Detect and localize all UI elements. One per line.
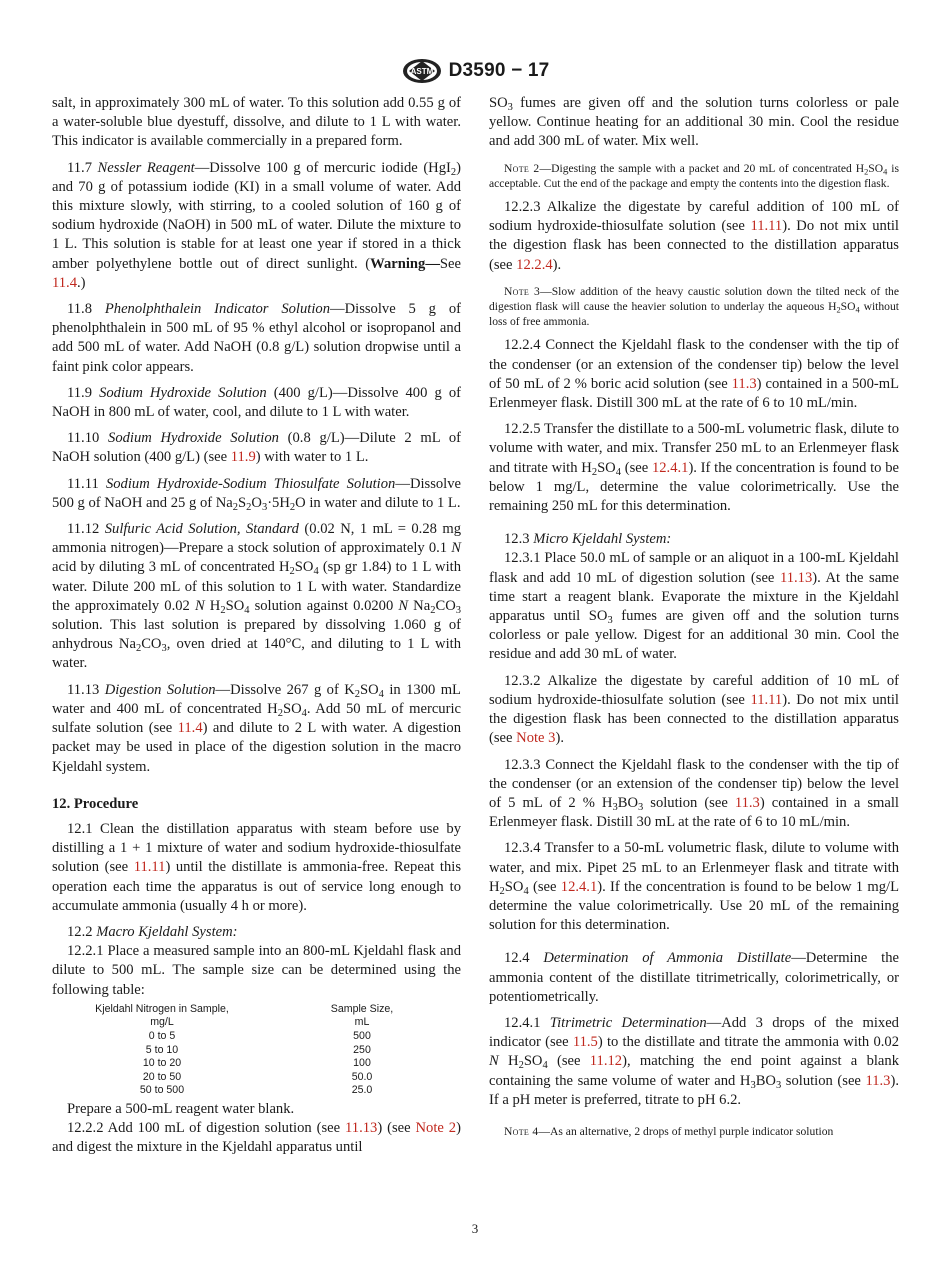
paragraph: 12.2.4 Connect the Kjeldahl flask to the condenser with the tip of the condenser (or an extension of the condenser tip) below the level of 50 mL of 2 % boric acid solution (see 11.3) contained in a 500-mL Erlenmeyer flask. Distill 300 mL at the rate of 6 to 10 mL/min. bbox=[489, 337, 899, 412]
table-row bbox=[52, 1084, 461, 1098]
cross-reference-link[interactable]: 11.13 bbox=[345, 1120, 378, 1137]
note: Note 4—As an alternative, 2 drops of methyl purple indicator solution bbox=[504, 1124, 834, 1138]
paragraph: 12.3.2 Alkalize the digestate by careful addition of 10 mL of sodium hydroxide-thiosulfate solution (see 11.11). Do not mix until the digestion flask has been connected to the distillation apparatus (see Note 3). bbox=[489, 672, 899, 747]
paragraph: 11.10 Sodium Hydroxide Solution (0.8 g/L)—Dilute 2 mL of NaOH solution (400 g/L) (see 11.9) with water to 1 L. bbox=[52, 430, 461, 466]
table-cell: 100 bbox=[353, 1057, 371, 1070]
paragraph: 12.3.3 Connect the Kjeldahl flask to the condenser with the tip of the condenser (or an extension of the condenser tip) below the level of 5 mL of 2 % $H_3BO_3$ solution (see 11.3) contained in a small Erlenmeyer flask. Distill 30 mL at the rate of 6 to 10 mL/min. bbox=[489, 756, 899, 831]
page-header bbox=[0, 58, 950, 84]
note-label: Note 4 bbox=[504, 1124, 539, 1138]
paragraph: $SO_3$ fumes are given off and the solution turns colorless or pale yellow. Continue heating for an additional 30 min. Cool the residue and add 300 mL of water. Mix well. bbox=[489, 95, 899, 150]
table-cell: 50.0 bbox=[351, 1070, 373, 1083]
astm-logo-icon bbox=[401, 58, 443, 84]
paragraph: 12.2 Macro Kjeldahl System: bbox=[67, 923, 238, 940]
paragraph: 12.3.1 Place 50.0 mL of sample or an aliquot in a 100-mL Kjeldahl flask and add 10 mL of digestion solution (see 11.13). At the same time start a reagent blank. Evaporate the mixture in the Kjeldahl apparatus until $SO_3$ fumes are given off and the solution turns colorless or pale yellow. Digest for an additional 30 min. Cool the residue and add 30 mL of water. bbox=[489, 550, 900, 663]
table-cell: 10 to 20 bbox=[142, 1057, 182, 1070]
document-id: D3590 − 17 bbox=[448, 60, 550, 81]
cross-reference-link[interactable]: Note 2 bbox=[415, 1120, 457, 1137]
page-number: 3 bbox=[471, 1221, 479, 1236]
table-cell: mg/L bbox=[150, 1016, 174, 1029]
paragraph: 12.2.1 Place a measured sample into an 800-mL Kjeldahl flask and dilute to 500 mL. The sample size can be determined using the following table: bbox=[52, 943, 461, 998]
table-row bbox=[52, 1057, 461, 1071]
note: Note 2—Digesting the sample with a packet and 20 mL of concentrated $H_2SO_4$ is acceptable. Cut the end of the package and empty the contents into the digestion flask. bbox=[489, 161, 900, 190]
cross-reference-link[interactable]: 11.5 bbox=[572, 1034, 598, 1051]
table-header-row bbox=[52, 1016, 461, 1030]
paragraph: 11.7 Nessler Reagent—Dissolve 100 g of mercuric iodide (HgI$_2$) and 70 g of potassium iodide (KI) in a small volume of water. Add this mixture slowly, with stirring, to a cooled solution of 160 g of sodium hydroxide (NaOH) in 500 mL of water. Dilute the mixture to 1 L. This solution is stable for at least one year if stored in a thick amber polyethylene bottle out of direct sunlight. (Warning—See 11.4.) bbox=[52, 159, 462, 291]
note-label: Note 3 bbox=[504, 284, 541, 298]
note: Note 3—Slow addition of the heavy caustic solution down the tilted neck of the digestion flask will cause the heavier solution to underlay the aqueous $H_2SO_4$ without loss of free ammonia. bbox=[489, 284, 899, 329]
cross-reference-link[interactable]: 11.4 bbox=[177, 720, 203, 737]
note-label: Note 2 bbox=[504, 161, 540, 175]
cross-reference-link[interactable]: 11.13 bbox=[779, 569, 813, 586]
cross-reference-link[interactable]: 11.3 bbox=[731, 375, 757, 392]
table-row bbox=[52, 1030, 461, 1044]
table-cell: 25.0 bbox=[351, 1084, 373, 1097]
paragraph: 12.4 Determination of Ammonia Distillate—Determine the ammonia content of the distillate titrimetrically, colorimetrically, or potentiometrically. bbox=[489, 950, 899, 1005]
cross-reference-link[interactable]: 12.4.1 bbox=[560, 878, 598, 895]
cross-reference-link[interactable]: 11.11 bbox=[750, 691, 783, 708]
table-header-row bbox=[52, 1003, 461, 1017]
paragraph: 12.2.2 Add 100 mL of digestion solution (see 11.13) (see Note 2) and digest the mixture in the Kjeldahl apparatus until bbox=[52, 1120, 461, 1156]
paragraph: Prepare a 500-mL reagent water blank. bbox=[67, 1100, 295, 1117]
cross-reference-link[interactable]: 12.2.4 bbox=[516, 256, 553, 273]
right-column bbox=[489, 94, 899, 1146]
paragraph: salt, in approximately 300 mL of water. To this solution add 0.55 g of a water-soluble blue dyestuff, dissolve, and dilute to 1 L with water. This indicator is available commercially in a prepared form. bbox=[52, 95, 461, 150]
paragraph: 12.4.1 Titrimetric Determination—Add 3 drops of the mixed indicator (see 11.5) to the distillate and titrate the ammonia with 0.02 N $H_2SO_4$ (see 11.12), matching the end point against a blank containing the same volume of water and $H_3BO_3$ solution (see 11.3). If a pH meter is preferred, titrate to pH 6.2. bbox=[489, 1014, 899, 1108]
svg-text:ASTM: ASTM bbox=[410, 67, 433, 76]
cross-reference-link[interactable]: 11.3 bbox=[865, 1072, 891, 1089]
sample-size-table bbox=[52, 1003, 461, 1098]
table-cell: 0 to 5 bbox=[148, 1029, 176, 1042]
paragraph: 11.13 Digestion Solution—Dissolve 267 g of $K_2SO_4$ in 1300 mL water and 400 mL of concentrated $H_2SO_4$. Add 50 mL of mercuric sulfate solution (see 11.4) and dilute to 2 L with water. A digestion packet may be used in place of the digestion solution in the macro Kjeldahl system. bbox=[52, 681, 462, 775]
cross-reference-link[interactable]: Note 3 bbox=[516, 730, 556, 747]
paragraph: 12.3.4 Transfer to a 50-mL volumetric flask, dilute to volume with water, and mix. Pipet 25 mL to an Erlenmeyer flask and titrate with $H_2SO_4$ (see 12.4.1). If the concentration is found to be below 1 mg/L determine the value colorimetrically. Use 20 mL of the remaining solution for this determination. bbox=[489, 840, 899, 934]
paragraph: 12.2.5 Transfer the distillate to a 500-mL volumetric flask, dilute to volume with water, and mix. Transfer 250 mL to an Erlenmeyer flask and titrate with $H_2SO_4$ (see 12.4.1). If the concentration is found to be below 1 mg/L, determine the value colorimetrically. Use the remaining 250 mL for this determination. bbox=[489, 421, 899, 515]
cross-reference-link[interactable]: 11.3 bbox=[734, 794, 760, 811]
table-cell: 5 to 10 bbox=[145, 1043, 179, 1056]
left-column bbox=[52, 94, 461, 1158]
cross-reference-link[interactable]: 11.11 bbox=[133, 859, 166, 876]
table-cell: 500 bbox=[353, 1029, 371, 1042]
table-cell: mL bbox=[354, 1016, 370, 1029]
table-cell: 250 bbox=[353, 1043, 371, 1056]
table-cell: Sample Size, bbox=[330, 1002, 394, 1015]
cross-reference-link[interactable]: 12.4.1 bbox=[651, 459, 689, 476]
paragraph: 12.1 Clean the distillation apparatus with steam before use by distilling a 1 + 1 mixture of water and sodium hydroxide-thiosulfate solution (see 11.11) until the distillate is ammonia-free. Repeat this operation each time the apparatus is out of service long enough to accumulate ammonia (usually 4 h or more). bbox=[52, 820, 462, 914]
table-cell: 20 to 50 bbox=[142, 1070, 182, 1083]
table-row bbox=[52, 1044, 461, 1058]
paragraph: 11.12 Sulfuric Acid Solution, Standard (0.02 N, 1 mL = 0.28 mg ammonia nitrogen)—Prepare a stock solution of approximately 0.1 N acid by diluting 3 mL of concentrated $H_2SO_4$ (sp gr 1.84) to 1 L with water. Dilute 200 mL of this solution to 1 L with water. Standardize the approximately 0.02 N $H_2SO_4$ solution against 0.0200 N $Na_2CO_3$ solution. This last solution is prepared by dissolving 1.060 g of anhydrous $Na_2CO_3$, oven dried at 140°C, and diluting to 1 L with water. bbox=[52, 521, 461, 672]
table-row bbox=[52, 1071, 461, 1085]
paragraph: 12.3 Micro Kjeldahl System: bbox=[504, 531, 672, 548]
paragraph: 11.9 Sodium Hydroxide Solution (400 g/L)—Dissolve 400 g of NaOH in 800 mL of water, cool, and dilute to 1 L with water. bbox=[52, 384, 461, 421]
paragraph: 11.11 Sodium Hydroxide-Sodium Thiosulfate Solution—Dissolve 500 g of NaOH and 25 g of $Na_2S_2O_3\cdot 5H_2O$ in water and dilute to 1 L. bbox=[52, 475, 462, 513]
cross-reference-link[interactable]: 11.4 bbox=[52, 274, 77, 291]
cross-reference-link[interactable]: 11.12 bbox=[589, 1053, 623, 1070]
cross-reference-link[interactable]: 11.11 bbox=[750, 218, 783, 235]
section-heading: 12. Procedure bbox=[52, 795, 139, 812]
table-cell: 50 to 500 bbox=[139, 1084, 185, 1097]
cross-reference-link[interactable]: 11.9 bbox=[230, 449, 256, 466]
paragraph: 11.8 Phenolphthalein Indicator Solution—Dissolve 5 g of phenolphthalein in 500 mL of 95 % ethyl alcohol or isopropanol and add 500 mL of water. Add NaOH (0.8 g/L) solution dropwise until a faint pink color appears. bbox=[52, 301, 461, 375]
table-cell: Kjeldahl Nitrogen in Sample, bbox=[95, 1002, 229, 1015]
paragraph: 12.2.3 Alkalize the digestate by careful addition of 100 mL of sodium hydroxide-thiosulfate solution (see 11.11). Do not mix until the digestion flask has been connected to the distillation apparatus (see 12.2.4). bbox=[489, 199, 899, 273]
